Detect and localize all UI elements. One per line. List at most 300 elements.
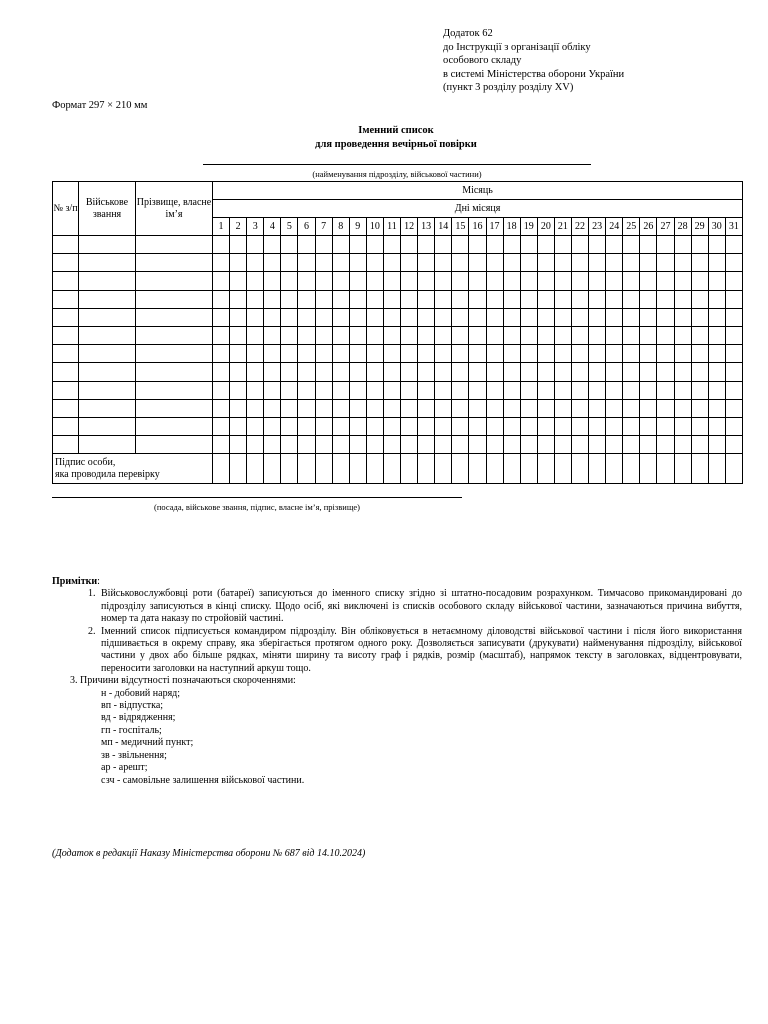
table-cell — [53, 381, 79, 399]
table-cell — [452, 363, 469, 381]
table-cell — [435, 272, 452, 290]
table-cell — [79, 308, 136, 326]
signature-cell — [537, 454, 554, 484]
table-cell — [418, 399, 435, 417]
table-cell — [435, 399, 452, 417]
appendix-header — [443, 27, 624, 95]
table-cell — [571, 308, 588, 326]
table-cell — [571, 363, 588, 381]
table-cell — [520, 308, 537, 326]
table-cell — [640, 272, 657, 290]
table-cell — [435, 290, 452, 308]
table-cell — [332, 363, 349, 381]
table-cell — [537, 381, 554, 399]
table-cell — [554, 417, 571, 435]
day-header-cell: 23 — [589, 218, 606, 236]
table-cell — [725, 417, 742, 435]
table-cell — [571, 399, 588, 417]
table-cell — [537, 254, 554, 272]
table-cell — [213, 308, 230, 326]
table-cell — [383, 272, 400, 290]
table-cell — [383, 236, 400, 254]
table-cell — [589, 236, 606, 254]
table-cell — [725, 254, 742, 272]
table-row — [53, 417, 743, 435]
table-cell — [589, 363, 606, 381]
table-cell — [691, 254, 708, 272]
table-cell — [281, 272, 298, 290]
table-cell — [401, 254, 418, 272]
table-cell — [503, 290, 520, 308]
table-cell — [281, 326, 298, 344]
table-cell — [247, 308, 264, 326]
table-cell — [520, 254, 537, 272]
table-cell — [401, 345, 418, 363]
table-cell — [383, 254, 400, 272]
abbreviation-item: мп - медичний пункт; — [101, 737, 194, 749]
signature-cell — [247, 454, 264, 484]
table-cell — [230, 399, 247, 417]
table-cell — [708, 436, 725, 454]
table-cell — [383, 308, 400, 326]
table-cell — [537, 399, 554, 417]
title-line-2: для проведення вечірньої повірки — [315, 138, 477, 150]
table-cell — [486, 272, 503, 290]
notes-section — [52, 576, 742, 787]
table-cell — [537, 363, 554, 381]
table-row — [53, 381, 743, 399]
table-cell — [691, 381, 708, 399]
abbreviation-item: н - добовий наряд; — [101, 687, 181, 699]
table-cell — [623, 236, 640, 254]
table-cell — [247, 290, 264, 308]
table-cell — [401, 290, 418, 308]
table-row — [53, 326, 743, 344]
table-cell — [136, 254, 213, 272]
signature-row — [53, 454, 743, 484]
table-cell — [264, 381, 281, 399]
abbreviation-list — [52, 688, 742, 787]
table-cell — [401, 399, 418, 417]
table-cell — [623, 326, 640, 344]
table-cell — [486, 363, 503, 381]
table-cell — [281, 363, 298, 381]
table-cell — [725, 272, 742, 290]
table-cell — [589, 436, 606, 454]
table-cell — [486, 308, 503, 326]
table-cell — [469, 417, 486, 435]
table-cell — [674, 381, 691, 399]
signature-line — [52, 497, 462, 498]
day-header-cell: 17 — [486, 218, 503, 236]
table-cell — [332, 236, 349, 254]
column-header-month: Місяць — [213, 182, 743, 200]
table-cell — [53, 436, 79, 454]
table-cell — [366, 254, 383, 272]
table-cell — [366, 345, 383, 363]
table-cell — [213, 399, 230, 417]
table-cell — [520, 417, 537, 435]
table-cell — [452, 308, 469, 326]
day-header-cell: 7 — [315, 218, 332, 236]
signature-cell — [418, 454, 435, 484]
table-cell — [452, 417, 469, 435]
table-cell — [571, 381, 588, 399]
amendment-footer: (Додаток в редакції Наказу Міністерства оборони № 687 від 14.10.2024) — [52, 848, 366, 859]
table-cell — [332, 417, 349, 435]
day-header-cell: 15 — [452, 218, 469, 236]
table-cell — [264, 363, 281, 381]
table-cell — [53, 345, 79, 363]
table-cell — [606, 290, 623, 308]
table-cell — [53, 272, 79, 290]
table-cell — [486, 326, 503, 344]
table-cell — [332, 399, 349, 417]
signature-cell — [469, 454, 486, 484]
table-cell — [435, 381, 452, 399]
table-cell — [315, 436, 332, 454]
day-header-cell: 11 — [383, 218, 400, 236]
table-cell — [213, 236, 230, 254]
table-cell — [401, 363, 418, 381]
table-cell — [366, 399, 383, 417]
table-cell — [486, 254, 503, 272]
day-header-cell: 18 — [503, 218, 520, 236]
table-cell — [606, 363, 623, 381]
table-cell — [452, 272, 469, 290]
table-cell — [366, 363, 383, 381]
table-cell — [606, 417, 623, 435]
table-cell — [640, 308, 657, 326]
table-cell — [708, 236, 725, 254]
table-cell — [606, 345, 623, 363]
table-cell — [623, 308, 640, 326]
abbreviation-item: ар - арешт; — [101, 762, 148, 774]
table-cell — [554, 436, 571, 454]
table-cell — [332, 345, 349, 363]
table-cell — [298, 308, 315, 326]
table-cell — [136, 417, 213, 435]
table-cell — [435, 345, 452, 363]
day-header-cell: 26 — [640, 218, 657, 236]
table-cell — [469, 436, 486, 454]
table-cell — [486, 345, 503, 363]
table-cell — [486, 236, 503, 254]
day-header-cell: 28 — [674, 218, 691, 236]
signature-label-line: Підпис особи, — [55, 456, 116, 468]
table-cell — [520, 326, 537, 344]
note-text: Іменний список підписується командиром підрозділу. Він обліковується в нетаємному діловодстві військової частини і після його використання підшивається в окрему справу, яка зберігається протягом одного року. Дозволяється записувати (друкувати) найменування підрозділу, військової частини у двох або більше рядках, міняти ширину та висоту граф і рядків, розмір (масштаб), напрямок тексту в заголовках, відцентровувати, переносити заголовки на наступний аркуш тощо. — [101, 625, 742, 674]
table-cell — [401, 381, 418, 399]
table-cell — [79, 326, 136, 344]
table-cell — [281, 308, 298, 326]
table-cell — [315, 236, 332, 254]
table-cell — [315, 417, 332, 435]
table-cell — [571, 326, 588, 344]
table-cell — [247, 399, 264, 417]
table-cell — [657, 326, 674, 344]
table-cell — [503, 236, 520, 254]
table-cell — [53, 254, 79, 272]
table-cell — [657, 399, 674, 417]
table-cell — [537, 326, 554, 344]
table-cell — [230, 345, 247, 363]
table-cell — [589, 308, 606, 326]
table-cell — [486, 381, 503, 399]
table-cell — [383, 399, 400, 417]
notes-colon: : — [97, 576, 100, 587]
table-cell — [725, 308, 742, 326]
table-cell — [79, 345, 136, 363]
table-cell — [503, 363, 520, 381]
signature-cell — [264, 454, 281, 484]
unit-name-line — [203, 164, 591, 165]
table-cell — [503, 308, 520, 326]
table-cell — [674, 236, 691, 254]
table-cell — [503, 326, 520, 344]
table-cell — [452, 290, 469, 308]
table-cell — [315, 381, 332, 399]
table-cell — [640, 326, 657, 344]
table-cell — [230, 272, 247, 290]
signature-cell — [674, 454, 691, 484]
table-cell — [213, 290, 230, 308]
signature-cell — [332, 454, 349, 484]
table-cell — [349, 417, 366, 435]
table-cell — [136, 236, 213, 254]
table-cell — [571, 236, 588, 254]
table-cell — [469, 381, 486, 399]
signature-cell — [657, 454, 674, 484]
table-cell — [418, 381, 435, 399]
table-cell — [554, 326, 571, 344]
table-cell — [691, 363, 708, 381]
table-cell — [230, 417, 247, 435]
table-cell — [520, 381, 537, 399]
day-header-cell: 9 — [349, 218, 366, 236]
table-cell — [623, 345, 640, 363]
table-cell — [503, 345, 520, 363]
table-cell — [589, 326, 606, 344]
signature-cell — [349, 454, 366, 484]
table-cell — [53, 399, 79, 417]
table-cell — [418, 345, 435, 363]
table-cell — [136, 326, 213, 344]
table-cell — [383, 326, 400, 344]
table-row — [53, 399, 743, 417]
column-header-name: Прізвище, власне ім’я — [136, 182, 213, 236]
table-cell — [503, 254, 520, 272]
table-cell — [136, 381, 213, 399]
table-cell — [589, 254, 606, 272]
table-cell — [298, 236, 315, 254]
table-cell — [520, 436, 537, 454]
table-cell — [708, 345, 725, 363]
table-cell — [315, 399, 332, 417]
table-cell — [640, 236, 657, 254]
table-cell — [247, 363, 264, 381]
table-cell — [349, 254, 366, 272]
table-row — [53, 290, 743, 308]
table-cell — [366, 417, 383, 435]
appendix-header-line: Додаток 62 — [443, 28, 493, 39]
table-cell — [589, 417, 606, 435]
table-cell — [606, 399, 623, 417]
day-header-cell: 27 — [657, 218, 674, 236]
table-cell — [708, 290, 725, 308]
table-cell — [418, 436, 435, 454]
note-item-3: 3. Причини відсутності позначаються скороченнями: — [70, 675, 296, 687]
format-label: Формат 297 × 210 мм — [52, 100, 148, 111]
table-cell — [554, 290, 571, 308]
table-cell — [383, 381, 400, 399]
table-cell — [691, 308, 708, 326]
table-cell — [264, 308, 281, 326]
table-cell — [708, 417, 725, 435]
table-cell — [332, 290, 349, 308]
note-item-1 — [52, 588, 742, 625]
table-cell — [383, 363, 400, 381]
table-cell — [554, 308, 571, 326]
table-cell — [537, 417, 554, 435]
table-cell — [281, 381, 298, 399]
table-cell — [332, 308, 349, 326]
table-cell — [691, 290, 708, 308]
table-cell — [79, 363, 136, 381]
table-cell — [332, 326, 349, 344]
table-cell — [230, 363, 247, 381]
signature-label-line: яка проводила перевірку — [55, 468, 160, 480]
table-cell — [298, 254, 315, 272]
appendix-header-line: (пункт 3 розділу розділу XV) — [443, 82, 574, 93]
table-cell — [383, 417, 400, 435]
table-cell — [503, 436, 520, 454]
table-cell — [503, 417, 520, 435]
table-cell — [537, 236, 554, 254]
table-cell — [674, 345, 691, 363]
signature-cell — [503, 454, 520, 484]
table-cell — [401, 436, 418, 454]
table-cell — [486, 436, 503, 454]
table-cell — [554, 399, 571, 417]
document-title — [0, 124, 768, 151]
table-cell — [281, 345, 298, 363]
table-cell — [452, 399, 469, 417]
table-cell — [725, 290, 742, 308]
table-cell — [571, 254, 588, 272]
table-cell — [725, 326, 742, 344]
day-header-cell: 3 — [247, 218, 264, 236]
table-cell — [247, 254, 264, 272]
table-cell — [401, 272, 418, 290]
table-cell — [53, 236, 79, 254]
table-cell — [674, 308, 691, 326]
table-row — [53, 254, 743, 272]
table-cell — [401, 236, 418, 254]
table-cell — [230, 254, 247, 272]
abbreviation-item: вп - відпустка; — [101, 700, 164, 712]
signature-cell — [606, 454, 623, 484]
table-cell — [623, 363, 640, 381]
table-cell — [264, 417, 281, 435]
table-cell — [418, 417, 435, 435]
title-line-1: Іменний список — [358, 125, 434, 136]
abbreviation-item: сзч - самовільне залишення військової частини. — [101, 774, 305, 786]
table-cell — [315, 308, 332, 326]
table-cell — [640, 381, 657, 399]
signature-cell — [435, 454, 452, 484]
table-cell — [401, 417, 418, 435]
table-cell — [623, 272, 640, 290]
table-cell — [349, 236, 366, 254]
day-header-cell: 19 — [520, 218, 537, 236]
table-cell — [298, 417, 315, 435]
table-cell — [606, 236, 623, 254]
table-cell — [571, 290, 588, 308]
table-cell — [79, 254, 136, 272]
table-cell — [281, 290, 298, 308]
table-cell — [537, 308, 554, 326]
signature-cell — [298, 454, 315, 484]
table-cell — [708, 308, 725, 326]
table-cell — [383, 436, 400, 454]
table-cell — [674, 436, 691, 454]
table-cell — [281, 254, 298, 272]
table-cell — [469, 399, 486, 417]
table-cell — [435, 308, 452, 326]
table-cell — [691, 417, 708, 435]
table-cell — [623, 381, 640, 399]
table-cell — [691, 345, 708, 363]
table-cell — [315, 272, 332, 290]
day-header-cell: 25 — [623, 218, 640, 236]
table-cell — [708, 272, 725, 290]
day-header-cell: 22 — [571, 218, 588, 236]
table-cell — [554, 254, 571, 272]
day-header-cell: 5 — [281, 218, 298, 236]
table-cell — [281, 417, 298, 435]
table-cell — [452, 381, 469, 399]
table-cell — [503, 381, 520, 399]
table-cell — [435, 326, 452, 344]
table-cell — [503, 272, 520, 290]
table-cell — [349, 381, 366, 399]
table-cell — [401, 308, 418, 326]
table-cell — [315, 345, 332, 363]
table-cell — [281, 236, 298, 254]
signature-cell — [315, 454, 332, 484]
table-cell — [725, 345, 742, 363]
table-cell — [230, 236, 247, 254]
table-cell — [435, 254, 452, 272]
table-cell — [247, 436, 264, 454]
table-cell — [136, 363, 213, 381]
abbreviation-item: гп - госпіталь; — [101, 724, 162, 736]
table-cell — [691, 272, 708, 290]
table-cell — [571, 436, 588, 454]
table-cell — [469, 308, 486, 326]
table-cell — [366, 308, 383, 326]
table-cell — [136, 345, 213, 363]
table-cell — [708, 363, 725, 381]
table-cell — [571, 345, 588, 363]
table-cell — [349, 308, 366, 326]
table-cell — [589, 272, 606, 290]
table-cell — [725, 399, 742, 417]
table-cell — [640, 399, 657, 417]
table-cell — [708, 381, 725, 399]
signature-cell — [640, 454, 657, 484]
